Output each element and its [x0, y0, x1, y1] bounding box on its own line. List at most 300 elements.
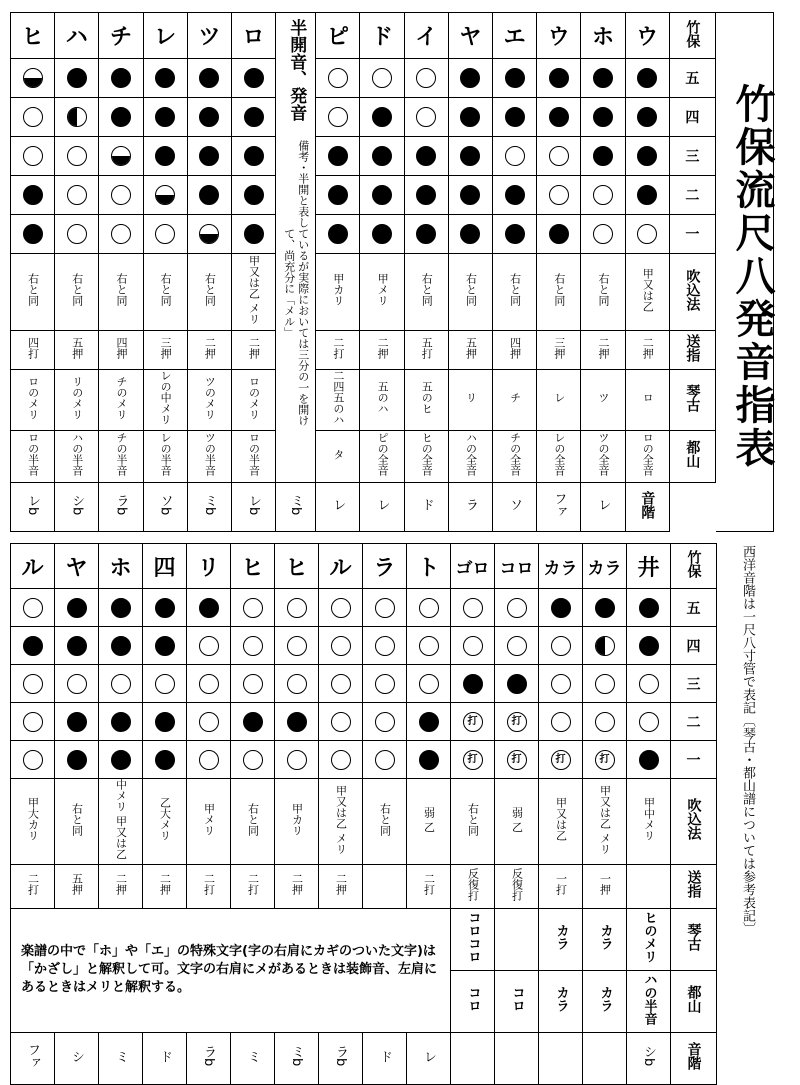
fukikomi-cell — [275, 779, 319, 865]
hole-cell — [360, 215, 404, 254]
tozan-cell-text: コロ — [465, 986, 481, 1012]
hole-cell — [275, 627, 319, 665]
open-hole-icon — [463, 598, 483, 618]
hole-cell — [581, 215, 625, 254]
kinko-cell — [231, 369, 275, 431]
fukikomi-cell — [231, 254, 275, 330]
fukikomi-cell-text: 右と同 — [464, 273, 478, 307]
fingering-header: ウ — [537, 13, 581, 59]
hole-cell — [625, 215, 669, 254]
strike-hole-icon: 打 — [507, 712, 527, 732]
hole-cell — [493, 215, 537, 254]
okuri-cell — [231, 864, 275, 908]
kinko-cell — [143, 369, 187, 431]
fukikomi-cell — [187, 254, 231, 330]
fukikomi-cell — [143, 779, 187, 865]
hole-cell — [187, 589, 231, 627]
fukikomi-cell-text: 右と同 — [26, 273, 40, 307]
fukikomi-cell — [99, 779, 143, 865]
hole-cell — [55, 741, 99, 779]
fukikomi-cell — [55, 779, 99, 865]
closed-hole-icon — [155, 146, 175, 166]
closed-hole-icon — [505, 185, 525, 205]
hole-cell — [495, 703, 539, 741]
fingering-header: ヤ — [55, 544, 99, 589]
okuri-cell — [55, 864, 99, 908]
hole-cell — [319, 741, 363, 779]
closed-hole-icon — [549, 224, 569, 244]
row-label-onkai-text: 音階 — [639, 490, 656, 519]
kinko-cell-text: ロのメリ — [247, 375, 261, 420]
hole-cell — [55, 215, 99, 254]
tozan-cell-text: ツの半音 — [203, 432, 217, 477]
okuri-cell — [537, 330, 581, 369]
kinko-cell-text: リのメリ — [70, 375, 84, 420]
hole-cell — [99, 215, 143, 254]
hole-cell — [539, 589, 583, 627]
row-label-tozan — [669, 431, 715, 482]
onkai-cell-text: ラb — [333, 1045, 348, 1067]
fukikomi-cell-text: 右と同 — [159, 273, 173, 307]
okuri-cell — [187, 330, 231, 369]
strike-hole-icon: 打 — [463, 712, 483, 732]
fukikomi-cell-text: 甲又は乙 — [641, 267, 655, 312]
row-label-okuri — [669, 330, 715, 369]
row-label-hole: 三 — [671, 665, 717, 703]
fingering-header: ド — [360, 13, 404, 59]
onkai-cell — [407, 1032, 451, 1084]
open-hole-icon — [23, 146, 43, 166]
kinko-cell — [448, 369, 492, 431]
onkai-cell — [360, 482, 404, 531]
strike-hole-icon: 打 — [595, 750, 615, 770]
onkai-cell-text: ラ — [462, 498, 478, 512]
closed-hole-icon — [460, 185, 480, 205]
hole-cell — [448, 59, 492, 98]
row-label-okuri-text: 送指 — [685, 870, 702, 898]
open-hole-icon — [375, 674, 395, 694]
fukikomi-cell-text: 右と同 — [552, 273, 566, 307]
fukikomi-cell — [581, 254, 625, 330]
hole-cell — [99, 137, 143, 176]
hole-cell — [11, 98, 55, 137]
onkai-cell-text: ソ — [507, 498, 523, 512]
fingering-header: ホ — [99, 544, 143, 589]
kinko-cell-text: 五のヒ — [420, 381, 434, 415]
open-hole-icon — [67, 224, 87, 244]
hole-cell — [275, 589, 319, 627]
open-hole-icon — [331, 674, 351, 694]
row-label-fukikomi-text: 吹込法 — [684, 268, 701, 311]
bottom-fingering-table — [10, 543, 717, 1085]
open-hole-icon — [67, 185, 87, 205]
tozan-cell — [537, 431, 581, 482]
hole-cell — [581, 176, 625, 215]
closed-hole-icon — [419, 750, 439, 770]
fukikomi-cell-text: 弱 乙 — [510, 806, 524, 832]
fingering-header: リ — [187, 544, 231, 589]
okuri-cell-text: 二押 — [334, 873, 348, 895]
hole-cell — [11, 59, 55, 98]
row-label-onkai — [671, 1032, 717, 1084]
hole-cell — [231, 215, 275, 254]
closed-hole-icon — [155, 107, 175, 127]
closed-hole-icon — [416, 146, 436, 166]
fukikomi-cell-text: 右と同 — [203, 273, 217, 307]
okuri-cell — [360, 330, 404, 369]
closed-hole-icon — [505, 107, 525, 127]
okuri-cell — [187, 864, 231, 908]
open-hole-icon — [463, 636, 483, 656]
hole-cell — [275, 741, 319, 779]
onkai-cell-text: レ — [374, 498, 390, 512]
closed-hole-icon — [639, 636, 659, 656]
fukikomi-cell-text: 右と同 — [420, 273, 434, 307]
half-open-hole-icon — [155, 185, 175, 205]
kinko-cell-text: ロのメリ — [26, 375, 40, 420]
closed-hole-icon — [507, 674, 527, 694]
okuri-cell — [581, 330, 625, 369]
hole-cell — [448, 98, 492, 137]
fukikomi-cell-text: 甲大カリ — [26, 797, 40, 842]
open-hole-icon — [375, 598, 395, 618]
row-label-fukikomi-text: 吹込法 — [685, 798, 702, 841]
hole-cell — [99, 665, 143, 703]
fukikomi-cell — [319, 779, 363, 865]
closed-hole-icon — [111, 712, 131, 732]
strike-hole-icon: 打 — [551, 750, 571, 770]
hole-cell — [539, 741, 583, 779]
hole-cell — [363, 589, 407, 627]
okuri-cell — [99, 864, 143, 908]
kinko-cell-text: レ — [552, 392, 566, 404]
closed-hole-icon — [244, 146, 264, 166]
closed-hole-icon — [244, 185, 264, 205]
kinko-cell-text: 五のハ — [376, 381, 390, 415]
open-hole-icon — [331, 598, 351, 618]
open-hole-icon — [372, 68, 392, 88]
hole-cell — [99, 589, 143, 627]
fukikomi-cell-text: 右と同 — [466, 802, 480, 836]
fukikomi-cell-text: 甲カリ — [331, 273, 345, 307]
closed-hole-icon — [593, 107, 613, 127]
okuri-cell — [451, 864, 495, 908]
row-label-header — [671, 544, 717, 589]
okuri-cell-text: 反復打 — [466, 867, 480, 901]
closed-hole-icon — [23, 224, 43, 244]
hole-cell — [11, 703, 55, 741]
okuri-cell-text: 二押 — [158, 873, 172, 895]
tozan-cell-text: カラ — [553, 986, 569, 1012]
open-hole-icon — [595, 712, 615, 732]
fingering-header: 井 — [627, 544, 671, 589]
closed-hole-icon — [199, 185, 219, 205]
open-hole-icon — [67, 146, 87, 166]
closed-hole-icon — [111, 68, 131, 88]
onkai-cell — [537, 482, 581, 531]
tozan-cell-text: ピの全音 — [376, 432, 390, 477]
open-hole-icon — [287, 750, 307, 770]
kinko-cell — [583, 908, 627, 970]
hole-cell — [537, 215, 581, 254]
closed-hole-icon — [244, 68, 264, 88]
half-open-hole-icon — [67, 107, 87, 127]
hole-cell — [363, 665, 407, 703]
onkai-cell — [143, 1032, 187, 1084]
okuri-cell-text: 四押 — [508, 336, 522, 359]
hole-cell — [143, 137, 187, 176]
fukikomi-cell — [451, 779, 495, 865]
hole-cell — [55, 703, 99, 741]
okuri-cell — [495, 864, 539, 908]
onkai-cell-text: ミb — [201, 494, 217, 516]
closed-hole-icon — [199, 68, 219, 88]
tozan-cell — [581, 431, 625, 482]
onkai-cell-text: ド — [377, 1049, 392, 1063]
okuri-cell-text: 五打 — [420, 336, 434, 359]
closed-hole-icon — [593, 146, 613, 166]
row-label-hole: 二 — [669, 176, 715, 215]
hole-cell — [448, 137, 492, 176]
tozan-cell-text: ヒの全音 — [420, 432, 434, 477]
closed-hole-icon — [23, 185, 43, 205]
okuri-cell — [319, 864, 363, 908]
hole-cell — [448, 215, 492, 254]
hole-cell — [316, 98, 360, 137]
onkai-cell-text: シb — [69, 494, 85, 516]
onkai-cell-text: レb — [246, 494, 262, 516]
hole-cell — [537, 98, 581, 137]
closed-hole-icon — [416, 185, 436, 205]
kinko-cell-text: カラ — [597, 924, 613, 950]
onkai-cell — [581, 482, 625, 531]
open-hole-icon — [595, 674, 615, 694]
hole-cell — [627, 741, 671, 779]
open-hole-icon — [419, 598, 439, 618]
okuri-cell-text: 四打 — [26, 336, 40, 359]
closed-hole-icon — [505, 68, 525, 88]
open-hole-icon — [111, 185, 131, 205]
hole-cell — [625, 137, 669, 176]
hole-cell — [55, 627, 99, 665]
fukikomi-cell — [143, 254, 187, 330]
hole-cell — [360, 98, 404, 137]
hole-cell — [583, 703, 627, 741]
hole-cell — [55, 589, 99, 627]
hole-cell — [99, 98, 143, 137]
closed-hole-icon — [372, 107, 392, 127]
open-hole-icon — [243, 598, 263, 618]
open-hole-icon — [331, 750, 351, 770]
open-hole-icon — [331, 636, 351, 656]
hole-cell — [99, 703, 143, 741]
hole-cell — [495, 741, 539, 779]
hole-cell — [99, 176, 143, 215]
tozan-cell-text: ハの半音 — [641, 973, 657, 1025]
fukikomi-cell-text: 甲又は乙 メリ — [334, 784, 348, 854]
okuri-cell-text: 五押 — [464, 336, 478, 359]
hole-cell — [581, 98, 625, 137]
okuri-cell — [316, 330, 360, 369]
hole-cell — [404, 98, 448, 137]
closed-hole-icon — [155, 712, 175, 732]
okuri-cell — [275, 864, 319, 908]
open-hole-icon — [199, 636, 219, 656]
tozan-cell — [360, 431, 404, 482]
fingering-header: レ — [143, 13, 187, 59]
hole-cell — [275, 703, 319, 741]
open-hole-icon — [551, 674, 571, 694]
kinko-cell — [539, 908, 583, 970]
tozan-cell — [404, 431, 448, 482]
hole-cell — [11, 176, 55, 215]
okuri-cell — [583, 864, 627, 908]
hole-cell — [187, 176, 231, 215]
closed-hole-icon — [549, 107, 569, 127]
closed-hole-icon — [328, 146, 348, 166]
onkai-cell — [55, 1032, 99, 1084]
onkai-cell — [583, 1032, 627, 1084]
fukikomi-cell-text: 甲中メリ — [642, 797, 656, 842]
onkai-cell-text: ファ — [551, 491, 567, 518]
hole-cell — [539, 627, 583, 665]
fukikomi-cell — [625, 254, 669, 330]
fukikomi-cell — [404, 254, 448, 330]
onkai-cell — [495, 1032, 539, 1084]
hole-cell — [495, 665, 539, 703]
hole-cell — [407, 741, 451, 779]
closed-hole-icon — [637, 146, 657, 166]
tozan-cell-text: チの半音 — [114, 432, 128, 477]
row-label-kinko-text: 琴古 — [685, 923, 702, 951]
okuri-cell — [99, 330, 143, 369]
strike-hole-icon: 打 — [463, 750, 483, 770]
okuri-cell — [625, 330, 669, 369]
onkai-cell — [627, 1032, 671, 1084]
closed-hole-icon — [372, 146, 392, 166]
hole-cell — [627, 589, 671, 627]
hole-cell — [187, 215, 231, 254]
kinko-cell — [360, 369, 404, 431]
fingering-header: ツ — [187, 13, 231, 59]
open-hole-icon — [155, 674, 175, 694]
row-label-header — [669, 13, 715, 59]
tozan-cell-text: ハの半音 — [70, 432, 84, 477]
hole-cell — [231, 137, 275, 176]
hole-cell — [583, 665, 627, 703]
fukikomi-cell-text: 甲カリ — [290, 802, 304, 836]
row-label-tozan — [671, 970, 717, 1032]
closed-hole-icon — [199, 146, 219, 166]
tozan-cell-text: ツの全音 — [597, 432, 610, 477]
hole-cell — [99, 627, 143, 665]
onkai-cell — [316, 482, 360, 531]
kinko-cell-text: コロコロ — [465, 911, 481, 963]
hole-cell — [143, 665, 187, 703]
onkai-cell — [448, 482, 492, 531]
closed-hole-icon — [549, 68, 569, 88]
closed-hole-icon — [460, 107, 480, 127]
kinko-cell — [537, 369, 581, 431]
hole-cell — [319, 703, 363, 741]
okuri-cell-text: 二押 — [114, 873, 128, 895]
hole-cell — [99, 59, 143, 98]
tozan-cell-text: ロの半音 — [247, 432, 261, 477]
closed-hole-icon — [199, 598, 219, 618]
fukikomi-cell-text: 乙大メリ — [158, 797, 172, 842]
kinko-cell-text: レの中メリ — [159, 370, 173, 426]
closed-hole-icon — [111, 636, 131, 656]
hole-cell — [55, 665, 99, 703]
hole-cell — [11, 627, 55, 665]
onkai-cell-text: ファ — [25, 1043, 40, 1069]
hole-cell — [231, 176, 275, 215]
hole-cell — [187, 665, 231, 703]
open-hole-icon — [328, 107, 348, 127]
open-hole-icon — [551, 636, 571, 656]
hole-cell — [404, 59, 448, 98]
fingering-header: イ — [404, 13, 448, 59]
row-label-hole: 一 — [671, 741, 717, 779]
onkai-cell — [99, 482, 143, 531]
okuri-cell-text: 三押 — [552, 336, 566, 359]
okuri-cell-text: 反復打 — [510, 867, 524, 901]
fukikomi-cell — [539, 779, 583, 865]
open-hole-icon — [639, 674, 659, 694]
closed-hole-icon — [111, 107, 131, 127]
closed-hole-icon — [328, 185, 348, 205]
hole-cell — [187, 741, 231, 779]
closed-hole-icon — [372, 224, 392, 244]
hole-cell — [143, 176, 187, 215]
onkai-cell-text: レb — [25, 494, 41, 516]
onkai-cell-text: ミb — [288, 494, 304, 516]
closed-hole-icon — [155, 636, 175, 656]
closed-hole-icon — [23, 636, 43, 656]
row-label-onkai-text: 音階 — [685, 1042, 702, 1070]
closed-hole-icon — [637, 107, 657, 127]
tozan-cell-text: タ — [331, 448, 345, 460]
hole-cell — [363, 627, 407, 665]
hole-cell — [537, 137, 581, 176]
row-label-hole: 一 — [669, 215, 715, 254]
fukikomi-cell-text: 甲又は乙 メリ — [598, 784, 612, 854]
hole-cell — [231, 741, 275, 779]
onkai-cell-text: ラb — [113, 494, 129, 516]
tozan-cell-text: レの全音 — [552, 432, 566, 477]
half-open-heading: 半開音、発音 — [286, 19, 307, 121]
hole-cell — [319, 665, 363, 703]
row-label-tozan-text: 都山 — [684, 440, 701, 469]
half-open-hole-icon — [199, 224, 219, 244]
closed-hole-icon — [639, 750, 659, 770]
closed-hole-icon — [155, 750, 175, 770]
row-label-hole: 五 — [671, 589, 717, 627]
fukikomi-cell — [187, 779, 231, 865]
tozan-cell — [493, 431, 537, 482]
hole-cell — [627, 703, 671, 741]
okuri-cell — [448, 330, 492, 369]
row-label-hole: 三 — [669, 137, 715, 176]
tozan-cell — [625, 431, 669, 482]
closed-hole-icon — [199, 107, 219, 127]
fingering-header: チ — [99, 13, 143, 59]
hole-cell — [448, 176, 492, 215]
tozan-cell — [627, 970, 671, 1032]
kinko-cell-text: ロ — [641, 392, 655, 404]
open-hole-icon — [375, 750, 395, 770]
kinko-cell — [11, 369, 55, 431]
